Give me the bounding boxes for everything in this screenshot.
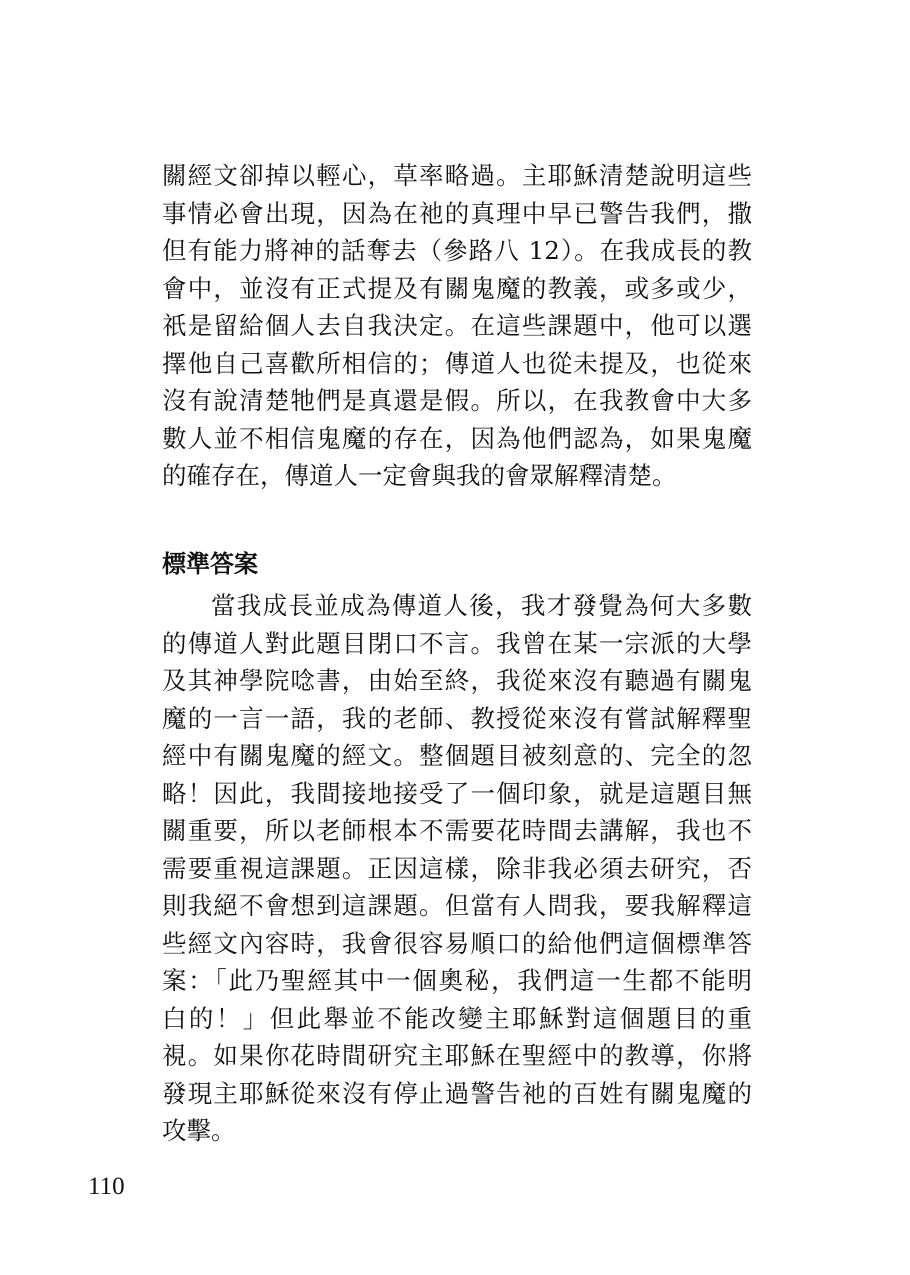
paragraph-2-line: 視。如果你花時間研究主耶穌在聖經中的教導，你將: [162, 1041, 752, 1070]
paragraph-2-line: 經中有關鬼魔的經文。整個題目被刻意的、完全的忽: [162, 741, 752, 770]
paragraph-2-line: 魔的一言一語，我的老師、教授從來沒有嘗試解釋聖: [162, 703, 752, 733]
paragraph-1-line: 數人並不相信鬼魔的存在，因為他們認為，如果鬼魔: [162, 423, 752, 453]
paragraph-2-line: 關重要，所以老師根本不需要花時間去講解，我也不: [162, 816, 752, 845]
paragraph-1-line: 擇他自己喜歡所相信的；傳道人也從未提及，也從來: [162, 348, 752, 378]
paragraph-1-line: 沒有說清楚牠們是真還是假。所以，在我教會中大多: [162, 386, 752, 415]
paragraph-2-line: 需要重視這課題。正因這樣，除非我必須去研究，否: [162, 853, 752, 883]
paragraph-2-line: 及其神學院唸書，由始至終，我從來沒有聽過有關鬼: [162, 666, 752, 695]
paragraph-2-line: 些經文內容時，我會很容易順口的給他們這個標準答: [162, 928, 752, 958]
page-number: 110: [88, 1173, 125, 1200]
paragraph-1-line: 會中，並沒有正式提及有關鬼魔的教義，或多或少，: [162, 273, 752, 303]
paragraph-2-line: 攻擊。: [162, 1116, 236, 1145]
section-heading: 標準答案: [162, 550, 258, 578]
paragraph-1-line: 的確存在，傳道人一定會與我的會眾解釋清楚。: [162, 461, 677, 490]
paragraph-2: [162, 587, 752, 1150]
paragraph-1-line: 關經文卻掉以輕心，草率略過。主耶穌清楚說明這些: [162, 161, 752, 190]
paragraph-2-line: 的傳道人對此題目閉口不言。我曾在某一宗派的大學: [162, 628, 752, 658]
paragraph-1-line: 但有能力將神的話奪去（參路八 12）。在我成長的教: [162, 236, 752, 265]
paragraph-2-line: 略！因此，我間接地接受了一個印象，就是這題目無: [162, 778, 752, 808]
paragraph-1-line: 祇是留給個人去自我決定。在這些課題中，他可以選: [162, 311, 752, 340]
paragraph-2-line: 白的！」但此舉並不能改變主耶穌對這個題目的重: [162, 1003, 752, 1033]
paragraph-2-line: 案：「此乃聖經其中一個奧秘，我們這一生都不能明: [162, 966, 752, 995]
paragraph-2-line: 發現主耶穌從來沒有停止過警告祂的百姓有關鬼魔的: [162, 1078, 752, 1108]
paragraph-1-line: 事情必會出現，因為在祂的真理中早已警告我們，撒: [162, 198, 752, 228]
paragraph-2-line: 當我成長並成為傳道人後，我才發覺為何大多數: [211, 591, 752, 620]
paragraph-1: [162, 157, 752, 495]
paragraph-2-line: 則我絕不會想到這課題。但當有人問我，要我解釋這: [162, 891, 752, 920]
